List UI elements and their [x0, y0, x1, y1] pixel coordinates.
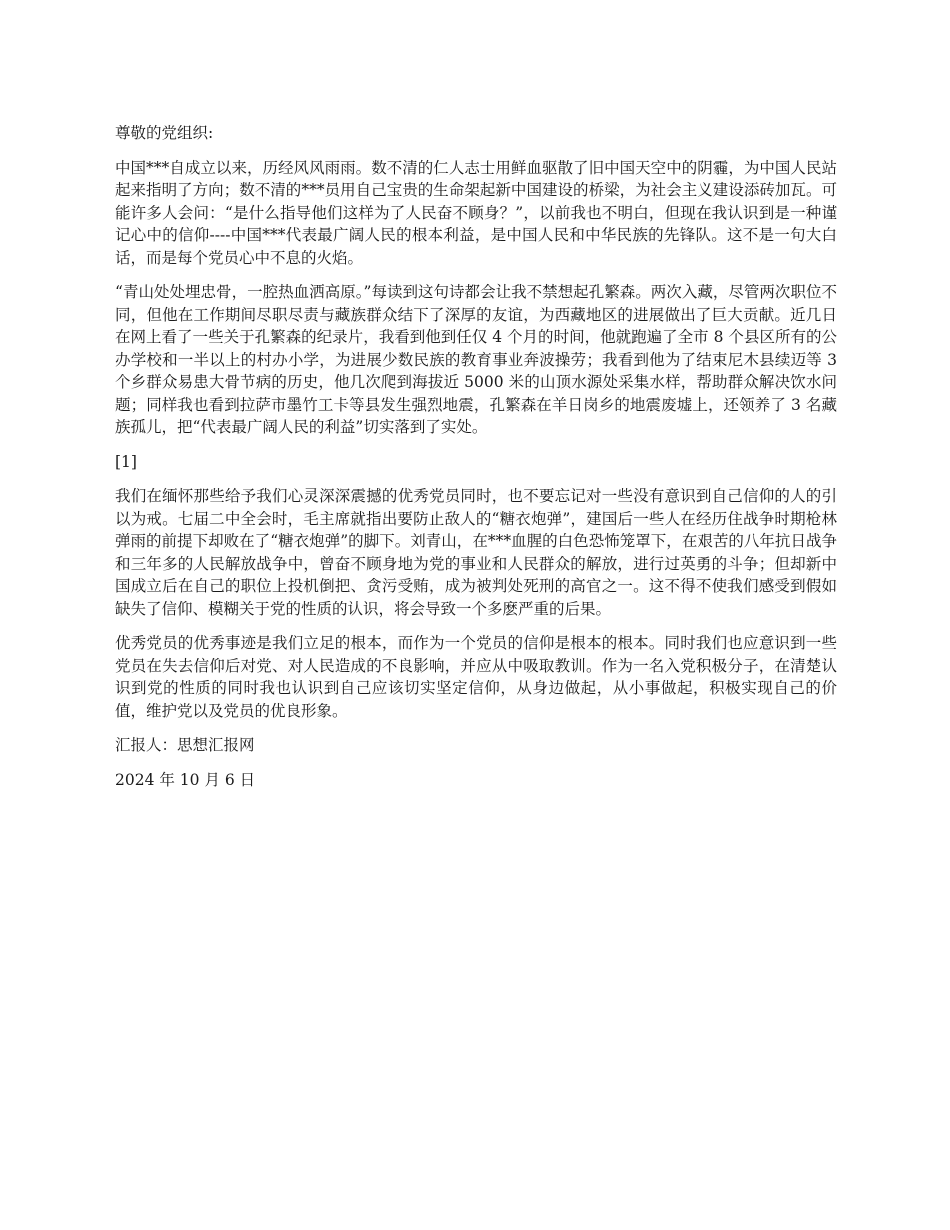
- reference-marker: [1]: [115, 452, 137, 471]
- paragraph-4: 优秀党员的优秀事迹是我们立足的根本，而作为一个党员的信仰是根本的根本。同时我们也应意识到一些党员在失去信仰后对党、对人民造成的不良影响，并应从中吸取教训。作为一名入党积极分子，在清楚认识到党的性质的同时我也认识到自己应该切实坚定信仰，从身边做起，从小事做起，积极实现自己的价值，维护党以及党员的优良形象。: [115, 634, 837, 720]
- paragraph-2: “青山处处埋忠骨，一腔热血洒高原。”每读到这句诗都会让我不禁想起孔繁森。两次入藏，尽管两次职位不同，但他在工作期间尽职尽责与藏族群众结下了深厚的友谊，为西藏地区的进展做出了巨大贡献。近几日在网上看了一些关于孔繁森的纪录片，我看到他到任仅 4 个月的时间，他就跑遍了全市 8 个县区所有的公办学校和一半以上的村办小学，为进展少数民族的教育事业奔波操劳；我看到他为了结束尼木县续迈等 3 个乡群众易患大骨节病的历史，他几次爬到海拔近 5000 米的山顶水源处采集水样，帮助群众解决饮水问题；同样我也看到拉萨市墨竹工卡等县发生强烈地震，孔繁森在羊日岗乡的地震废墟上，还领养了 3 名藏族孤儿，把“代表最广阔人民的利益”切实落到了实处。: [115, 283, 837, 436]
- date-line: 2024 年 10 月 6 日: [115, 770, 256, 789]
- reporter-line: 汇报人：思想汇报网: [115, 736, 255, 754]
- document-body: [115, 122, 837, 803]
- salutation: 尊敬的党组织:: [115, 124, 214, 142]
- paragraph-1: 中国***自成立以来，历经风风雨雨。数不清的仁人志士用鲜血驱散了旧中国天空中的阴霾，为中国人民站起来指明了方向；数不清的***员用自己宝贵的生命架起新中国建设的桥梁，为社会主义建设添砖加瓦。可能许多人会问：“是什么指导他们这样为了人民奋不顾身？”，以前我也不明白，但现在我认识到是一种谨记心中的信仰----中国***代表最广阔人民的根本利益，是中国人民和中华民族的先锋队。这不是一句大白话，而是每个党员心中不息的火焰。: [115, 158, 837, 267]
- paragraph-3: 我们在缅怀那些给予我们心灵深深震撼的优秀党员同时，也不要忘记对一些没有意识到自己信仰的人的引以为戒。七届二中全会时，毛主席就指出要防止敌人的“糖衣炮弹”，建国后一些人在经历住战争时期枪林弹雨的前提下却败在了“糖衣炮弹”的脚下。刘青山，在***血腥的白色恐怖笼罩下，在艰苦的八年抗日战争和三年多的人民解放战争中，曾奋不顾身地为党的事业和人民群众的解放，进行过英勇的斗争；但却新中国成立后在自己的职位上投机倒把、贪污受贿，成为被判处死刑的高官之一。这不得不使我们感受到假如缺失了信仰、模糊关于党的性质的认识，将会导致一个多麽严重的后果。: [115, 487, 837, 618]
